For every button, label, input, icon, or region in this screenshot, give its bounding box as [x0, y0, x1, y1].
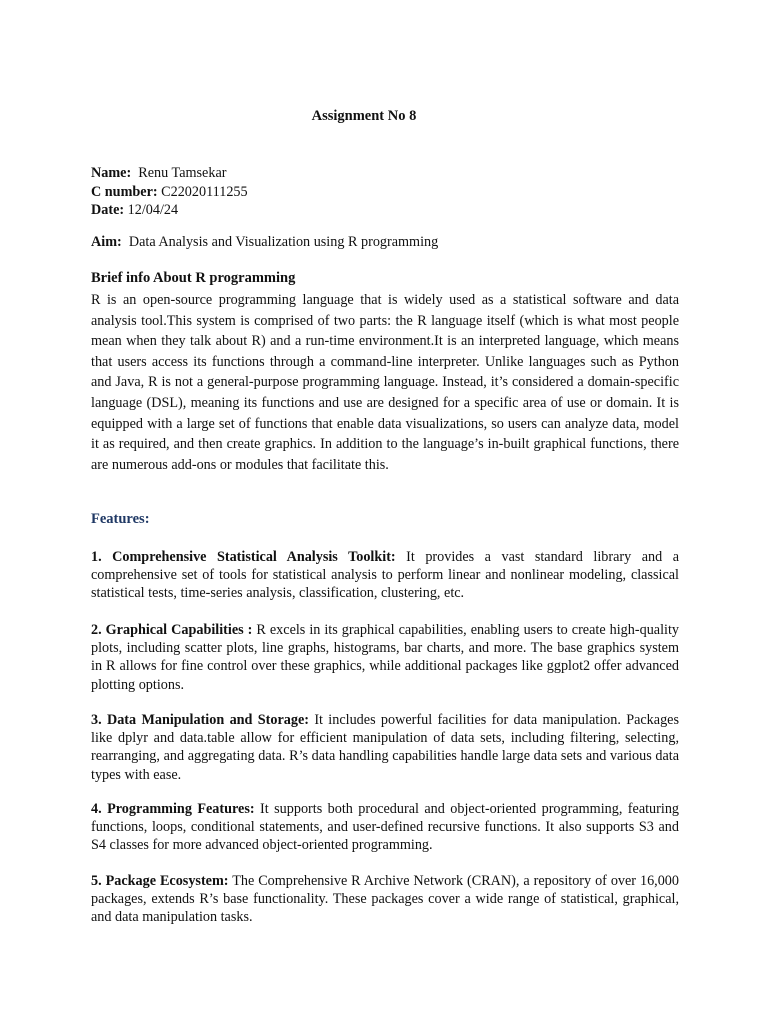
cnumber-row [91, 183, 248, 202]
feature-heading: 5. Package Ecosystem: [91, 873, 229, 889]
aim-label: Aim: [91, 234, 122, 250]
name-row [91, 164, 248, 183]
feature-body: R excels in its graphical capabilities, enabling users to create high-quality plots, including scatter plots, line graphs, histograms, bar charts, and more. The base graphics system in R allows for fine control over these graphics, while additional packages like ggplot2 offer advanced plotting options. [91, 622, 679, 693]
feature-body: It includes powerful facilities for data manipulation. Packages like dplyr and data.table allow for efficient manipulation of data sets, including filtering, selecting, rearranging, and aggregating data. R’s data handling capabilities handle large data sets and various data types with ease. [91, 712, 679, 783]
date-row [91, 201, 248, 220]
feature-item [91, 800, 679, 855]
feature-item [91, 548, 679, 603]
date-label: Date: [91, 202, 125, 218]
name-label: Name: [91, 165, 132, 181]
feature-heading: 4. Programming Features: [91, 801, 255, 817]
feature-body: It supports both procedural and object-oriented programming, featuring functions, loops, conditional statements, and user-defined recursive functions. It also supports S3 and S4 classes for more advanced object-oriented programming. [91, 801, 680, 854]
feature-heading: 1. Comprehensive Statistical Analysis Toolkit: [91, 549, 396, 565]
cnumber-label: C number: [91, 183, 158, 200]
feature-body: The Comprehensive R Archive Network (CRAN), a repository of over 16,000 packages, extends R’s base functionality. These packages cover a wide range of statistical, graphical, and data manipulation tasks. [91, 873, 679, 926]
name-value: Renu Tamsekar [138, 165, 227, 181]
cnumber-value: C22020111255 [161, 183, 248, 200]
feature-item [91, 621, 679, 694]
feature-item [91, 872, 679, 927]
brief-heading: Brief info About R programming [91, 270, 296, 286]
feature-item [91, 711, 679, 784]
student-info [91, 164, 248, 220]
date-value: 12/04/24 [127, 202, 179, 218]
aim-value: Data Analysis and Visualization using R programming [128, 234, 439, 250]
feature-heading: 3. Data Manipulation and Storage: [91, 712, 309, 728]
feature-body: It provides a vast standard library and a comprehensive set of tools for statistical analysis to perform linear and nonlinear modeling, classical statistical tests, time-series analysis, classification, clustering, etc. [91, 549, 680, 602]
brief-paragraph: R is an open-source programming language that is widely used as a statistical software and data analysis tool.This system is comprised of two parts: the R language itself (which is what most people mean when they talk about R) and a run-time environment.It is an interpreted language, which means that users access its functions through a command-line interpreter. Unlike languages such as Python and Java, R is not a general-purpose programming language. Instead, it’s considered a domain-specific language (DSL), meaning its functions and use are designed for a specific area of use or domain. It is equipped with a large set of functions that enable data visualizations, so users can analyze data, model it as required, and then create graphics. In addition to the language’s in-built graphical functions, there are numerous add-ons or modules that facilitate this. [91, 292, 679, 473]
feature-heading: 2. Graphical Capabilities : [91, 622, 253, 638]
aim-row [91, 234, 438, 251]
features-heading: Features: [91, 511, 150, 527]
page-title: Assignment No 8 [311, 108, 417, 124]
